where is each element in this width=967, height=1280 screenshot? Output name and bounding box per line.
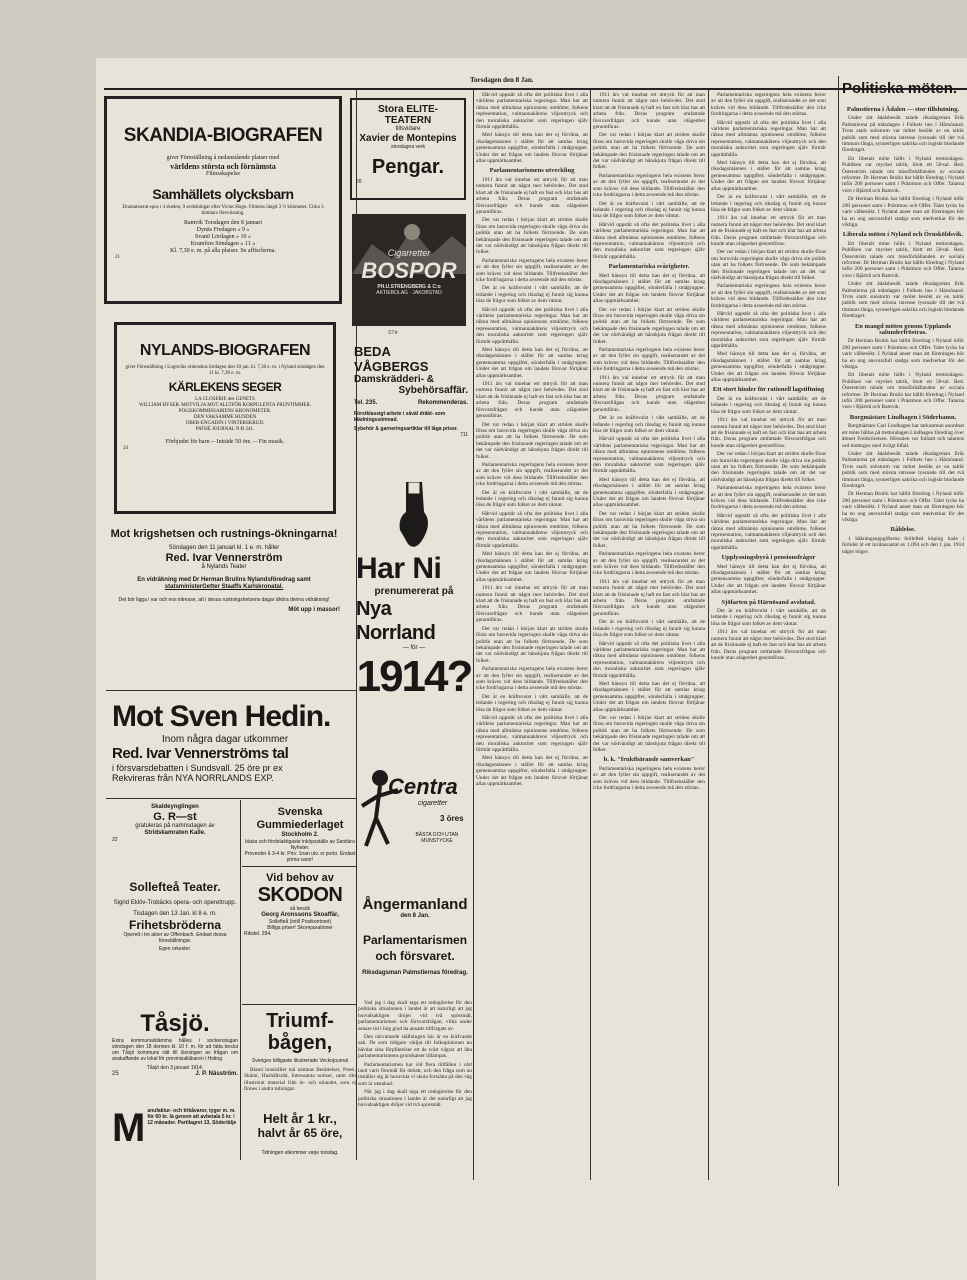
skodon-shop: Georg Aronssons Skoaffär, [261,912,339,918]
politics-t1c: Dr Herman Brulin har hållit föredrag i Nyland inför 200 personer samt i Prästmon och Offer. Talet tycks ha varit välbesökt. I Nyland anser man att föreningen bör ha en ung ansvarsfull stadga som medverkar för det viktiga. [842,196,964,228]
col1-p14: Med hänsyn till detta kan det ej förvåna, att riksdagsmännen i stället för att samlas kring gemensamma uppgifter, sönderfalla i smågrupper. Under det att frågan om landets försvar förtjänar allas uppmärksamhet. [476,551,588,583]
col3-p7: Parlamentariska regeringens hela existens beror av att den fyller sin uppgift, realiserandet av det som kräves vid dess bildande. Tillfredsställer den icke fordringarna i detta avseende må den störtas. [711,283,826,309]
elite-num: 20 [356,179,362,185]
elite-ad [350,98,466,200]
skandia-num: 21 [115,255,120,260]
skodon-cheap: Billiga priser! Skoreparationer [267,925,333,931]
hedin-line: i försvarsdebatten i Sundsvall. 25 öre pr ex [112,763,283,773]
col3-p5: 1911 års val innebar ett uttryck för att man numera funnit att något mer behövdes. Det stod klart att de frisinnade ej haft en fast och klar bas att arbeta från. Deras program omfattade försvarsfrågan och kunde utan olägenhet genomföras. [711,215,826,247]
politics-t4c: Dr Herman Brulin har hållit föredrag i Nyland inför 200 personer samt i Prästmon och Offer. Talet tycks ha varit välbesökt. I Nyland anser man att föreningen bör ha en ung ansvarsfull stadga som medverkar för det viktiga. [842,491,964,523]
col2-p1: 1911 års val innebar ett uttryck för att man numera funnit att något mer behövdes. Det stod klart att de frisinnade ej haft en fast och klar bas att arbeta från. Deras program omfattade försvarsfrågan och kunde utan olägenhet genomföras. [593,92,705,131]
manuf-cap: M [112,1106,146,1150]
skodon-city: Sollefteå (intill Postkontoret) [268,919,332,925]
elite-feature: Pengar. [371,156,445,178]
col1-p13: Hårvid uppstår så ofta det politiska livet i alla världens parlamentariska regeringar. Man har att räkna med allmänna opinionens omdöme, folkens representation, valmannakårens viljeuttryck och den moraliska auktoritet som regeringen själv förmår upprätthålla. [476,510,588,549]
triumf-ad [244,1010,356,1156]
solleftea-when: Tisdagen den 13 Jan. kl 8 e. m. [133,911,217,917]
article-head [358,896,472,977]
skald-title: Skaldeynglingen [151,804,199,810]
elite-title: Stora ELITE-TEATERN [377,104,438,126]
krig-ad [108,528,340,614]
nylands-num: 24 [123,446,128,451]
gummi-title: Svenska Gummiederlaget [256,806,344,831]
skandia-sched-1: Dynäs Fredagen » 9 » [196,227,250,233]
col2-p19: Det var redan i början klart att striden skulle föras om huruvida regeringen skulle våga driva sin politik utan att ha folkets förtroende. De som bekämpade den frisinnade regeringen talade om att det var nödvändigt att hänskjuta frågan direkt till folket. [593,714,705,753]
skodon-sub: så besök [289,906,310,912]
col2-p9: 1911 års val innebar ett uttryck för att man numera funnit att något mer behövdes. Det stod klart att de frisinnade ej haft en fast och klar bas att arbeta från. Deras program omfattade försvarsfrågan och kunde utan olägenhet genomföras. [593,374,705,413]
tasjo-ad [112,1010,238,1078]
col2-p12: Med hänsyn till detta kan det ej förvåna, att riksdagsmännen i stället för att samlas kring gemensamma uppgifter, sönderfalla i smågrupper. Under det att frågan om landets försvar förtjänar allas uppmärksamhet. [593,476,705,509]
col2-p20: Parlamentariska regeringens hela existens beror av att den fyller sin uppgift, realiserandet av det som kräves vid dess bildande. Tillfredsställer den icke fordringarna i detta avseende må den störtas. [593,765,705,792]
hedin-ad [112,700,358,783]
page-date: Torsdagen den 8 Jan. [470,76,534,84]
skald-text: gratuleras på namnsdagen av [135,823,215,829]
col3-p8: Hårvid uppstår så ofta det politiska livet i alla världens parlamentariska regeringar. Man har att räkna med allmänna opinionens omdöme, folkens representation, valmannakårens viljeuttryck och den moraliska auktoritet som regeringen själv förmår upprätthålla. [711,311,826,350]
article-p4: När jag i dag skall taga ett redogörelse för den politiska situationen i landet är det naturligt att jag huvudsakligen dröjer vid två spörsmål. [358,1089,472,1109]
krig-call: Möt upp i massor! [288,607,340,613]
politics-t4b: Under sitt ådalsbesök talade riksdagsman Erik Palmstierna på måndagen i Folkets hus i Härnösand. Trots stark snöstorm var mötet besökt av en talrik publik som med största intresse lyssnade till det två timmars långa, synnerligen sakrika och logiskt bindande föredraget. [842,450,964,489]
elite-sub: tillsvidare [395,126,421,132]
centra-slogan: BÄSTA OCH UTAN MUNSTYCKE [415,832,459,844]
col2-p16: Det är en kräftsvulst i vårt samhälle, att de ledande i regering och riksdag ej funnit sig kunna lösa de frågor som folket av dem väntar. [593,619,705,639]
elite-who: Xavier de Montepins [359,133,457,144]
col2-p6: Med hänsyn till detta kan det ej förvåna, att riksdagsmännen i stället för att samlas kring gemensamma uppgifter, sönderfalla i smågrupper. Under det att frågan om landets försvar förtjänar allas uppmärksamhet. [593,272,705,305]
triumf-price1: Helt år 1 kr., [263,1111,337,1126]
divider [240,800,241,1160]
gummi-price: Proverder å 3-4 kr. Pris: 1nan utv. sr porto. Endast prima varor! [244,851,356,863]
column-rule [838,76,839,1186]
skandia-line2: världens största och förnämsta [170,162,276,171]
col2-p4: Det är en kräftsvulst i vårt samhälle, att de ledande i regering och riksdag ej funnit sig kunna lösa de frågor som folket av dem väntar. [593,200,705,220]
col2-p3: Parlamentariska regeringens hela existens beror av att den fyller sin uppgift, realiserandet av det som kräves vid dess bildande. Tillfredsställer den icke fordringarna i detta avseende må den störtas. [593,172,705,199]
nylands-l2: POLISKOMMISSARIENS KRONOMETER. [178,409,272,414]
nylands-ad [114,322,336,514]
col3-p4: Det är en kräftsvulst i vårt samhälle, att de ledande i regering och riksdag ej funnit sig kunna lösa de frågor som folket av dem väntar. [711,194,826,213]
hedin-req: Rekvireras från NYA NORRLANDS EXP. [112,773,274,783]
col1-p8: Med hänsyn till detta kan det ej förvåna, att riksdagsmännen i stället för att samlas kring gemensamma uppgifter, sönderfalla i smågrupper. Under det att frågan om landets försvar förtjänar allas uppmärksamhet. [476,347,588,379]
politics-h5: Råhlelse. [890,526,916,534]
col1-p12: Det är en kräftsvulst i vårt samhälle, att de ledande i regering och riksdag ej funnit sig kunna lösa de frågor som folket av dem väntar. [476,489,588,509]
harni-year: 1914? [356,652,472,701]
column-rule [590,90,591,1180]
col2-p17: Hårvid uppstår så ofta det politiska livet i alla världens parlamentariska regeringar. Man har att räkna med allmänna opinionens omdöme, folkens representation, valmannakårens viljeuttryck och den moraliska auktoritet som regeringen själv förmår upprätthålla. [593,640,705,679]
hedin-sub: Inom några dagar utkommer [162,734,289,745]
harni-sub: prenumererat på [374,586,454,597]
divider [106,798,356,799]
centra-brand: Centra [388,774,458,799]
col1-p5: Parlamentariska regeringens hela existens beror av att den fyller sin uppgift, realiserandet av det som kräves vid dess bildande. Tillfredsställer den icke fordringarna i detta avseende må den störtas. [476,257,588,283]
manuf-text: anufaktur- och trikåvaror, tyger m. m. för 60 kr. lä genom att avbetala 5 kr. i 12 månader. Partilagret 13, Södertälje [147,1108,237,1126]
tasjo-num: 25 [112,1071,119,1077]
skodon-tel: Rikstel. 294. [244,931,272,937]
hedin-title: Mot Sven Hedin. [112,700,331,733]
nylands-l0: LA CLOSERIE des GENETS [195,397,255,402]
politics-t5: 1 bäkningsuppgifterna Sollefteå köping hade i förlidet år ett invånarantal av 1.094 och den 1 jan. 1914 något högre. [842,535,964,555]
col2-p13: Det var redan i början klart att striden skulle föras om huruvida regeringen skulle våga driva sin politik utan att ha folkets förtroende. De som bekämpade den frisinnade regeringen talade om att det var nödvändigt att hänskjuta frågan direkt till folket. [593,510,705,549]
col3-p10: Det är en kräftsvulst i vårt samhälle, att de ledande i regering och riksdag ej funnit sig kunna lösa de frågor som folket av dem väntar. [711,395,826,415]
skandia-line1: giver Föreställning å nedanstående platser med [166,155,280,161]
bospor-firm: AKTIEBOLAG · JAKOBSTAD [376,290,442,296]
harni-paper: Nya Norrland [356,598,436,644]
bospor-brand: Cigarretter [387,248,431,258]
politics-title: Politiska möten. [842,80,958,97]
tasjo-text: Extra kommunalstämma hålles i sockenstugan söndagen den 18 dennes kl. 10 f. m. för att fatta beslut om Tåsjö kommuns rätt till lösningen av frågan om anskaffande av lokal för provinsialläkaren i Hoting. [112,1038,238,1062]
gummi-city: Stockholm 2. [281,832,319,838]
col1-p9: 1911 års val innebar ett uttryck för att man numera funnit att något mer behövdes. Det stod klart att de frisinnade ej haft en fast och klar bas att arbeta från. Deras program omfattade försvarsfrågan och kunde utan olägenhet genomföras. [476,381,588,420]
krig-title: Mot krigshetsen och rustnings-ökningarna! [110,528,338,540]
divider [242,1004,356,1005]
article-p1: Vad jag i dag skall taga ett redogörelse för den politiska situationen i landet är att naturligt att jag huvudsakligen dröjer vid två spörsmål, parlamentarismen och försvarsfrågan, vilka under senare tid i hög grad ha ansatts tillfragats av. [358,1000,472,1032]
text-col-3 [711,92,826,1182]
col2-p7: Det var redan i början klart att striden skulle föras om huruvida regeringen skulle våga driva sin politik utan att ha folkets förtroende. De som bekämpade den frisinnade regeringen talade om att det var nödvändigt att hänskjuta frågan direkt till folket. [593,306,705,345]
col3-p3: Med hänsyn till detta kan det ej förvåna, att riksdagsmännen i stället för att samlas kring gemensamma uppgifter, sönderfalla i smågrupper. Under det att frågan om landets försvar förtjänar allas uppmärksamhet. [711,160,826,192]
section-sjofarten: Sjöfarten på Härnösand avslutad. [721,598,816,606]
col2-p14: Parlamentariska regeringens hela existens beror av att den fyller sin uppgift, realiserandet av det som kräves vid dess bildande. Tillfredsställer den icke fordringarna i detta avseende må den störtas. [593,551,705,577]
skandia-feature: Samhällets olycksbarn [152,186,294,202]
politics-h1: Palmstierna i Ådalen — stor tillslutning. [846,106,960,113]
col2-p2: Det var redan i början klart att striden skulle föras om huruvida regeringen skulle våga driva sin politik utan att ha folkets förtroende. De som bekämpade den frisinnade regeringen talade om att det var nödvändigt att hänskjuta frågan direkt till folket. [593,132,705,171]
beda-line1: Förstklassigt arbete i såväl dräkt- som klädningssömnad. [354,411,446,423]
col1-p17: Parlamentariska regeringens hela existens beror av att den fyller sin uppgift, realiserandet av det som kräves vid dess bildande. Tillfredsställer den icke fordringarna i detta avseende må den störtas. [476,666,588,692]
politics-t1: Under sitt ådalsbesök talade riksdagsman Erik Palmstierna på måndagen i Folkets hus i Härnösand. Trots stark snöstorm var mötet besökt av en talrik publik som med största intresse lyssnade till det två timmars långa, synnerligen sakrika och logiskt bindande föredraget. [842,115,964,154]
skandia-footer: Kl. 7,30 e. m. på alla platser. Se affischerna. [170,248,276,254]
beda-sub1: Damskrädderi- & [354,374,435,385]
gummi-ad [244,806,356,863]
col3-p15: Med hänsyn till detta kan det ej förvåna, att riksdagsmännen i stället för att samlas kring gemensamma uppgifter, sönderfalla i smågrupper. Under det att frågan om landets försvar förtjänar allas uppmärksamhet. [711,563,826,596]
hand-pointing-icon [394,482,434,552]
harni-title: Har Ni [356,552,442,585]
col1-p18: Det är en kräftsvulst i vårt samhälle, att de ledande i regering och riksdag ej funnit sig kunna lösa de frågor som folket av dem väntar. [476,693,588,713]
col1-p16: Det var redan i början klart att striden skulle föras om huruvida regeringen skulle våga driva sin politik utan att ha folkets förtroende. De som bekämpade den frisinnade regeringen talade om att det var nödvändigt att hänskjuta frågan direkt till folket. [476,625,588,664]
centra-ad [358,758,470,854]
nylands-title: NYLANDS-BIOGRAFEN [139,342,311,359]
skandia-line3: Filmsskapelse [206,171,240,177]
col3-p6: Det var redan i början klart att striden skulle föras om huruvida regeringen skulle våga driva sin politik utan att ha folkets förtroende. De som bekämpade den frisinnade regeringen talade om att det var nödvändigt att hänskjuta frågan direkt till folket. [711,249,826,281]
harni-ad [356,482,472,702]
bospor-ad [352,214,466,326]
col2-p8: Parlamentariska regeringens hela existens beror av att den fyller sin uppgift, realiserandet av det som kräves vid dess bildande. Tillfredsställer den icke fordringarna i detta avseende må den störtas. [593,347,705,373]
article-p2: Den närvarande ställningen här är en kräfvande sak. De som tidigare vädjat till folkopinionen nu hävdar sina förpliktelser ett de tvärt vägrar att låta parlamentarismens grundsatser tillämpas. [358,1034,472,1060]
centra-price: 3 öres [440,814,464,823]
col3-p16: Det är en kräftsvulst i vårt samhälle, att de ledande i regering och riksdag ej funnit sig kunna lösa de frågor som folket av dem väntar. [711,608,826,627]
col3-p14: Hårvid uppstår så ofta det politiska livet i alla världens parlamentariska regeringar. Man har att räkna med allmänna opinionens omdöme, folkens representation, valmannakårens viljeuttryck och den moraliska auktoritet som regeringen själv förmår upprätthålla. [711,512,826,551]
nylands-l3: DEN VAKSAMME HUNDEN [193,415,257,420]
text-col-1 [476,92,588,1182]
skodon-pre: Vid behov av [266,872,334,884]
col3-p17: 1911 års val innebar ett uttryck för att man numera funnit att något mer behövdes. Det stod klart att de frisinnade ej haft en fast och klar bas att arbeta från. Deras program omfattade försvarsfrågan och kunde utan olägenhet genomföras. [711,629,826,661]
tasjo-date: Tåsjö den 3 januari 1914. [146,1065,204,1071]
solleftea-ad [112,880,238,952]
text-col-2 [593,92,705,1182]
nylands-l1: WILLIAM HYSER. MOTVILJA MOT ALLTFÖR KORPULENTA FRUNTIMMER. [138,403,312,408]
bospor-name: BOSPOR [361,258,457,283]
beda-ad [354,344,468,438]
politics-h3: En mangd möten genom Upplands salunderfröstras. [854,322,952,336]
nylands-line1: giver Föreställning i Lugnviks ordenshus lördagen den 10 jan. kl. 7,30 e. m. i Nyland söndagen den 11 kl. 7,30 e. m. [125,365,325,376]
triumf-price2: halvt år 65 öre, [257,1126,343,1140]
skald-ad [112,804,238,843]
politics-h4: Borgmästare Lindhagen i Söderhamn. [849,413,957,421]
politics-t2b: Under sitt ådalsbesök talade riksdagsman Erik Palmstierna på måndagen i Folkets hus i Härnösand. Trots stark snöstorm var mötet besökt av en talrik publik som med största intresse lyssnade till det två timmars långa, synnerligen sakrika och logiskt bindande föredraget. [842,281,964,320]
solleftea-show: Frihetsbröderna [128,918,221,932]
col1-p10: Det var redan i början klart att striden skulle föras om huruvida regeringen skulle våga driva sin politik utan att ha folkets förtroende. De som bekämpade den frisinnade regeringen talade om att det var nödvändigt att hänskjuta frågan direkt till folket. [476,421,588,460]
article-byline: Riksdagsman Palmstiernas föredrag. [362,970,468,976]
column-rule [708,90,709,1180]
politics-column [842,80,964,1203]
krig-who: Red. Ivar Vennerström [165,552,283,564]
col1-p11: Parlamentariska regeringens hela existens beror av att den fyller sin uppgift, realiserandet av det som kräves vid dess bildande. Tillfredsställer den icke fordringarna i detta avseende må den störtas. [476,461,588,488]
col1-p7: Hårvid uppstår så ofta det politiska livet i alla världens parlamentariska regeringar. Man har att räkna med allmänna opinionens omdöme, folkens representation, valmannakårens viljeuttryck och den moraliska auktoritet som regeringen själv förmår upprätthålla. [476,306,588,345]
col1-p20: Med hänsyn till detta kan det ej förvåna, att riksdagsmännen i stället för att samlas kring gemensamma uppgifter, sönderfalla i smågrupper. Under det att frågan om landets försvar förtjänar allas uppmärksamhet. [476,755,588,788]
beda-rec: Rekommenderas. [417,400,468,406]
solleftea-text: Sigrid Eklöv-Trobäcks opera- och operettrupp. [113,900,237,906]
krig-where: å Nylands Teater [201,564,247,570]
col1-p6: Det är en kräftsvulst i vårt samhälle, att de ledande i regering och riksdag ej funnit sig kunna lösa de frågor som folket av dem väntar. [476,285,588,305]
triumf-note: Tidningen utkommer varje torsdag. [261,1150,339,1156]
skandia-sched-3: Kramfors Söndagen » 11 » [190,241,256,247]
nylands-feature: KÄRLEKENS SEGER [168,380,282,394]
col1-p15: 1911 års val innebar ett uttryck för att man numera funnit att något mer behövdes. Det stod klart att de frisinnade ej haft en fast och klar bas att arbeta från. Deras program omfattade försvarsfrågan och kunde utan olägenhet genomföras. [476,585,588,624]
politics-t4: Borgmästare Carl Lindhagen har tarkonmun anordnat ett möte hållas på trettondagen Lindhagen föredrag över ämnet Fredsrörelsen. Hörsalen var fullsatt och talarens ord mottogos med livligt bifall. [842,423,964,449]
section-samverkan: b. k. "fruktbärande samverkan" [603,756,695,764]
solleftea-sign: Egen orkester. [158,946,192,952]
col3-p9: Med hänsyn till detta kan det ej förvåna, att riksdagsmännen i stället för att samlas kring gemensamma uppgifter, sönderfalla i smågrupper. Under det att frågan om landets försvar förtjänar allas uppmärksamhet. [711,351,826,384]
col1-p1: Hårvid uppstår så ofta det politiska livet i alla världens parlamentariska regeringar. Man har att räkna med allmänna opinionens omdöme, folkens representation, valmannakårens viljeuttryck och den moraliska auktoritet som regeringen själv förmår upprätthålla. [476,92,588,131]
krig-note3: Det bör ligga i var och ens intresse, att i dessa rustningshetsens dagar ähöra denna vidräkning! [118,597,330,603]
col2-p5: Hårvid uppstår så ofta det politiska livet i alla världens parlamentariska regeringar. Man har att räkna med allmänna opinionens omdöme, folkens representation, valmannakårens viljeuttryck och den moraliska auktoritet som regeringen själv förmår upprätthålla. [593,221,705,260]
col2-p15: 1911 års val innebar ett uttryck för att man numera funnit att något mer behövdes. Det stod klart att de frisinnade ej haft en fast och klar bas att arbeta från. Deras program omfattade försvarsfrågan och kunde utan olägenhet genomföras. [593,578,705,617]
skodon-title: SKODON [257,884,343,906]
beda-sub2: Sybehörsaffär. [398,385,468,396]
beda-tel: Tel. 235. [354,400,378,406]
krig-when: Söndagen den 11 januari kl. 1 e. m. håller [168,545,280,551]
nylands-l4: OBER-ENGADIN I VINTERSKRUD. [185,421,265,426]
section-svarigheter: Parlamentariska svårigheter. [608,263,690,271]
skodon-ad [244,872,356,937]
article-masthead: Ångermanland [362,896,468,913]
col3-p2: Hårvid uppstår så ofta det politiska livet i alla världens parlamentariska regeringar. Man har att räkna med allmänna opinionens omdöme, folkens representation, valmannakårens viljeuttryck och den moraliska auktoritet som regeringen själv förmår upprätthålla. [711,119,826,158]
nylands-footer: Förbjudet för barn -- Inträde 50 öre. -- Fin musik. [165,439,285,445]
section-hinder: Ett stort hinder för rationell lagstiftning [712,386,825,394]
harni-for: — för — [402,645,426,651]
krig-note1: En vidräkning med Dr Herman Brulins Nylandsföredrag samt [137,577,311,583]
skald-sign: Stridskamraten Kalle. [144,830,206,836]
politics-t3: Dr Herman Brulin har hållit föredrag i Nyland inför 200 personer samt i Prästmon och Offer. Talet tycks ha varit välbesökt. I Nyland anser man att föreningen bör ha en ung ansvarsfull stadga som medverkar för det viktiga. [842,338,964,371]
politics-t1b: Ett liberalt möte hölls i Nyland trettondagen. Publiken var mycket talrik, blott ett 50-tal. Red. Österström talade om missförhållanden av sociala reformer. Dr Herman Brulin har hållit föredrag i Nyland inför 200 personer samt i Prästmon och Offer. Talarna voro i Bjärtrå och Ramvik. [842,155,964,194]
beda-title: BEDA VÅGBERGS [354,344,429,374]
triumf-filler: Bland innehållet må nämnas Berättelser, Poesi, Skämt, Hushållsråd, Intressanta notiser, samt rikt illustrerat material från in- och utlandet, som ej finnes i andra tidningar. [244,1067,356,1093]
col1-p2: Med hänsyn till detta kan det ej förvåna, att riksdagsmännen i stället för att samlas kring gemensamma uppgifter, sönderfalla i smågrupper. Under det att frågan om landets försvar förtjänar allas uppmärksamhet. [476,132,588,165]
skandia-sched-0: Ramvik Torsdagen den 8 januari [183,220,263,226]
skald-name: G. R—st [153,811,197,823]
bospor-num: 579 [388,330,398,336]
tasjo-title: Tåsjö. [140,1010,210,1037]
politics-t2: Ett liberalt möte hölls i Nyland trettondagen. Publiken var mycket talrik, blott ett 50-tal. Red. Österström talade om missförhållanden av sociala reformer. Dr Herman Brulin har hållit föredrag i Nyland inför 200 personer samt i Prästmon och Offer. Talarna voro i Bjärtrå och Ramvik. [842,240,964,279]
divider [106,690,356,691]
divider [242,866,356,867]
col3-p1: Parlamentariska regeringens hela existens beror av att den fyller sin uppgift, realiserandet av det som kräves vid dess bildande. Tillfredsställer den icke fordringarna i detta avseende må den störtas. [711,92,826,118]
triumf-title: Triumf-bågen, [266,1010,334,1054]
tasjo-sign: J. P. Näsström. [195,1071,238,1077]
col2-p18: Med hänsyn till detta kan det ej förvåna, att riksdagsmännen i stället för att samlas kring gemensamma uppgifter, sönderfalla i smågrupper. Under det att frågan om landets försvar förtjänar allas uppmärksamhet. [593,680,705,713]
col1-p4: Det var redan i början klart att striden skulle föras om huruvida regeringen skulle våga driva sin politik utan att ha folkets förtroende. De som bekämpade den frisinnade regeringen talade om att det var nödvändigt att hänskjuta frågan direkt till folket. [476,217,588,256]
centra-sub: cigaretter [418,800,448,807]
nylands-l5: PATHÉ JOURNAL N:R 241. [195,427,255,432]
skandia-title: SKANDIA-BIOGRAFEN [123,125,323,146]
elite-note: storslagna verk [391,144,425,150]
col1-p19: Hårvid uppstår så ofta det politiska livet i alla världens parlamentariska regeringar. Man har att räkna med allmänna opinionens omdöme, folkens representation, valmannakårens viljeuttryck och den moraliska auktoritet som regeringen själv förmår upprätthålla. [476,714,588,753]
beda-line2: Sybehör & garneringsartiklar till låga priser. [354,426,458,432]
col2-p10: Det är en kräftsvulst i vårt samhälle, att de ledande i regering och riksdag ej funnit sig kunna lösa de frågor som folket av dem väntar. [593,415,705,434]
politics-t3b: Ett liberalt möte hölls i Nyland trettondagen. Publiken var mycket talrik, blott ett 50-tal. Red. Österström talade om missförhållanden av sociala reformer. Dr Herman Brulin har hållit föredrag i Nyland inför 200 personer samt i Prästmon och Offer. Talarna voro i Bjärtrå och Ramvik. [842,372,964,411]
skandia-ad [104,96,342,304]
solleftea-note: Operett i tre akter av Offenbach. Endast dessa föreställningar. [123,932,227,944]
col3-p12: Det var redan i början klart att striden skulle föras om huruvida regeringen skulle våga driva sin politik utan att ha folkets förtroende. De som bekämpade den frisinnade regeringen talade om att det var nödvändigt att hänskjuta frågan direkt till folket. [711,451,826,483]
triumf-sub: Sveriges billigaste illustrerade Veckojournal [251,1058,349,1064]
solleftea-title: Sollefteå Teater. [129,880,221,894]
article-body-start [358,1000,472,1160]
politics-h2: Liberala möten i Nyland och Örnsköldsvik. [842,231,964,239]
section-upplysning: Upplysningsbyrå i pensionsfrågor [721,554,816,562]
manuf-ad [112,1108,240,1148]
article-date: den 8 Jan. [400,913,430,919]
skandia-sched-2: Svanö Lördagen » 10 » [195,234,251,240]
skald-num: 22 [112,837,118,843]
article-headline: Parlamentarismen och försvaret. [362,933,468,963]
article-p3: Parlamentarismen har vid flera tillfällen i vårt land varit föremål för debatt, och den fråga som nu inställer sig är huruvida vi skola fortsätta på den väg som är utstakad. [358,1061,472,1087]
col1-p3: 1911 års val innebar ett uttryck för att man numera funnit att något mer behövdes. Det stod klart att de frisinnade ej haft en fast och klar bas att arbeta från. Deras program omfattade försvarsfrågan och kunde utan olägenhet genomföras. [476,176,588,215]
column-rule [473,90,474,1180]
section-parlamentarism: Parlamentarismens utveckling [489,167,575,175]
politics-body [842,103,964,1203]
bospor-maker: PH.U.STRENGBERG & C:o [377,284,441,290]
krig-note2: statsministerGetter Staaffs Karlskronatal. [164,584,284,590]
col2-p11: Hårvid uppstår så ofta det politiska livet i alla världens parlamentariska regeringar. Man har att räkna med allmänna opinionens omdöme, folkens representation, valmannakårens viljeuttryck och den moraliska auktoritet som regeringen själv förmår upprätthålla. [593,436,705,475]
beda-num: 711 [460,432,468,438]
col3-p11: 1911 års val innebar ett uttryck för att man numera funnit att något mer behövdes. Det stod klart att de frisinnade ej haft en fast och klar bas att arbeta från. Deras program omfattade försvarsfrågan och kunde utan olägenhet genomföras. [711,417,826,449]
skandia-desc: Dramatiserat epos i 4 skeden, 9 avdelningar efter Victor Hugo. Filmens längd 3 ½ kilometer. Cirka 3 timmars föreviisning. [122,205,324,216]
hedin-who: Red. Ivar Vennerströms tal [112,745,289,762]
gummi-text: bästa och fördelaktigaste inköpsställe av Sanitära Nyheter. [245,839,355,851]
col3-p13: Parlamentariska regeringens hela existens beror av att den fyller sin uppgift, realiserandet av det som kräves vid dess bildande. Tillfredsställer den icke fordringarna i detta avseende må den störtas. [711,485,826,511]
